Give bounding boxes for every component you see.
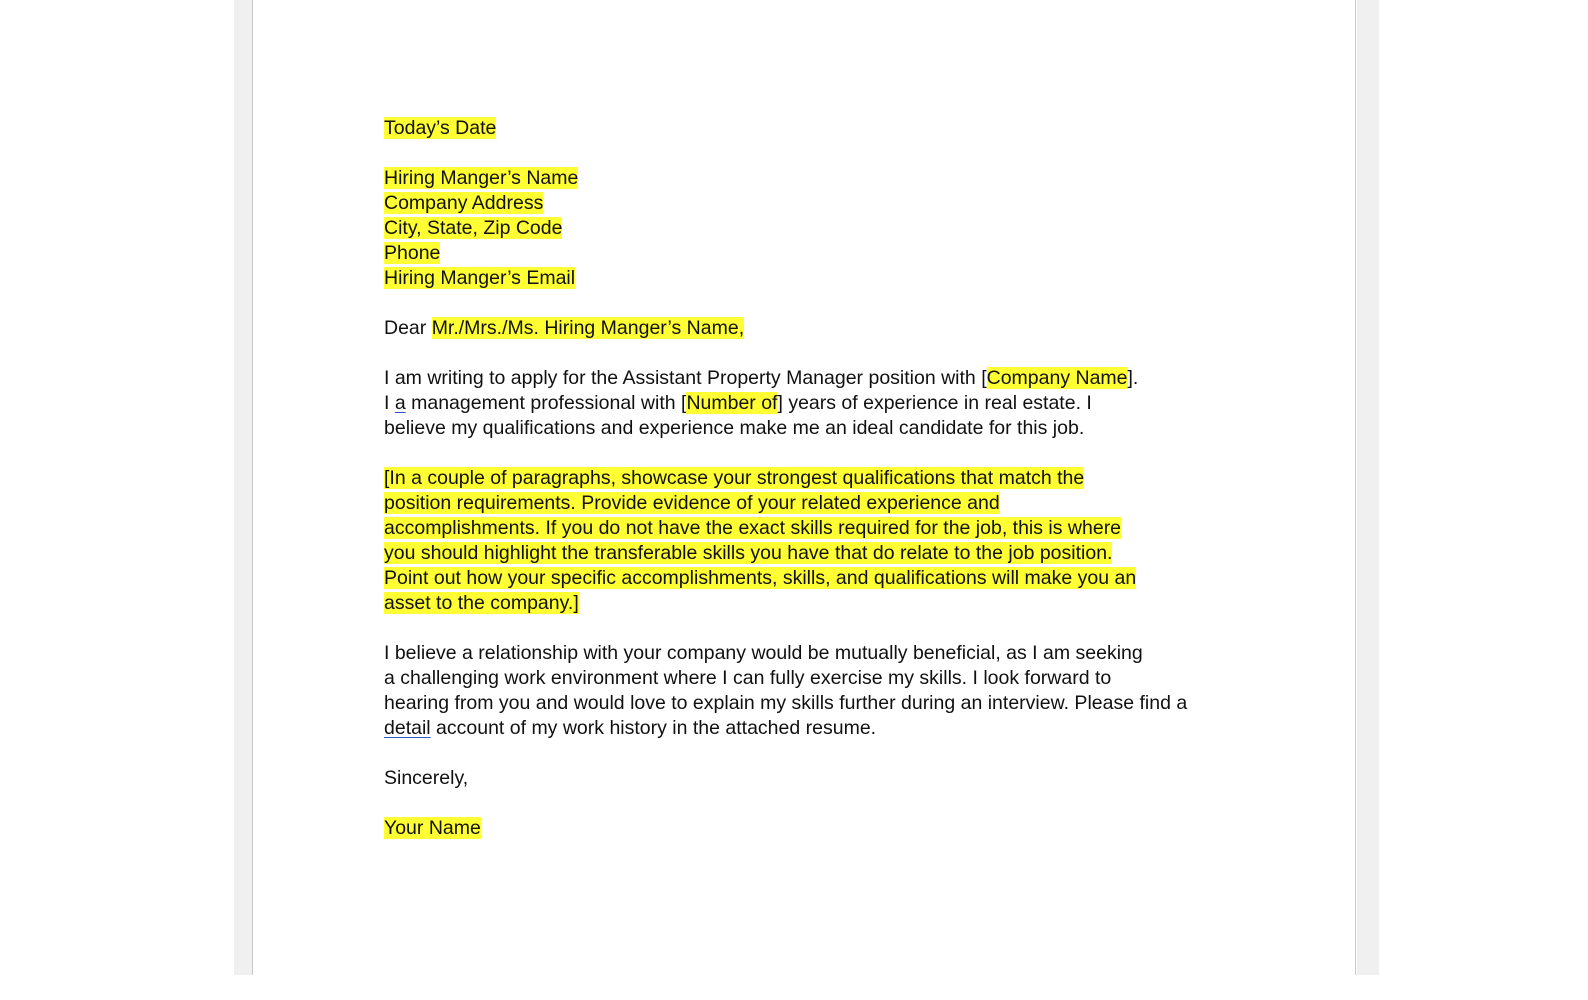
salutation-prefix: Dear — [384, 317, 432, 339]
recipient-address: Company Address — [384, 192, 544, 214]
recipient-email-line — [384, 266, 1244, 291]
recipient-name-line — [384, 166, 1244, 191]
body-placeholder-line — [384, 541, 1244, 566]
intro-text: I am writing to apply for the Assistant Property Manager position with [ — [384, 367, 987, 389]
document-page[interactable] — [252, 0, 1356, 975]
closing-line-4 — [384, 716, 1244, 741]
left-gutter — [234, 0, 252, 975]
signature-placeholder: Your Name — [384, 817, 481, 839]
body-placeholder-text: accomplishments. If you do not have the exact skills required for the job, this is where — [384, 517, 1122, 539]
intro-text: management professional with [ — [405, 392, 687, 414]
recipient-name: Hiring Manger’s Name — [384, 167, 579, 189]
closing-line-1: I believe a relationship with your company would be mutually beneficial, as I am seeking — [384, 642, 1143, 664]
body-placeholder-text: you should highlight the transferable skills you have that do relate to the job position. — [384, 542, 1113, 564]
right-gutter — [1357, 0, 1379, 975]
body-placeholder-text: position requirements. Provide evidence of your related experience and — [384, 492, 1000, 514]
date-line — [384, 116, 1244, 141]
body-placeholder-line — [384, 566, 1244, 591]
closing-line-2: a challenging work environment where I can fully exercise my skills. I look forward to — [384, 667, 1112, 689]
signature-line — [384, 816, 1244, 841]
recipient-phone-line — [384, 241, 1244, 266]
cover-letter-body[interactable] — [384, 116, 1244, 841]
date-placeholder: Today’s Date — [384, 117, 497, 139]
recipient-address-line — [384, 191, 1244, 216]
signoff: Sincerely, — [384, 767, 469, 789]
intro-line-3: believe my qualifications and experience make me an ideal candidate for this job. — [384, 417, 1085, 439]
closing-line-3: hearing from you and would love to explain my skills further during an interview. Please find a — [384, 692, 1188, 714]
grammar-flag-word[interactable]: a — [394, 392, 406, 414]
body-placeholder-line — [384, 466, 1244, 491]
recipient-email: Hiring Manger’s Email — [384, 267, 576, 289]
grammar-flag-word[interactable]: detail — [384, 717, 431, 739]
intro-text: ]. — [1127, 367, 1139, 389]
company-name-placeholder: Company Name — [986, 367, 1128, 389]
salutation-name: Mr./Mrs./Ms. Hiring Manger’s Name, — [431, 317, 745, 339]
closing-text: account of my work history in the attached resume. — [430, 717, 877, 739]
recipient-city-state-zip: City, State, Zip Code — [384, 217, 563, 239]
salutation — [384, 316, 1244, 341]
intro-text: I — [384, 392, 395, 414]
body-placeholder-text: asset to the company.] — [384, 592, 579, 614]
recipient-city-line — [384, 216, 1244, 241]
body-placeholder-text: Point out how your specific accomplishments, skills, and qualifications will make you an — [384, 567, 1137, 589]
recipient-phone: Phone — [384, 242, 441, 264]
body-placeholder-line — [384, 491, 1244, 516]
intro-line-2 — [384, 391, 1244, 416]
body-placeholder-text: [In a couple of paragraphs, showcase your strongest qualifications that match the — [384, 467, 1085, 489]
years-placeholder: Number of — [686, 392, 778, 414]
body-placeholder-line — [384, 591, 1244, 616]
body-placeholder-line — [384, 516, 1244, 541]
intro-line-1 — [384, 366, 1244, 391]
intro-text: ] years of experience in real estate. I — [777, 392, 1092, 414]
